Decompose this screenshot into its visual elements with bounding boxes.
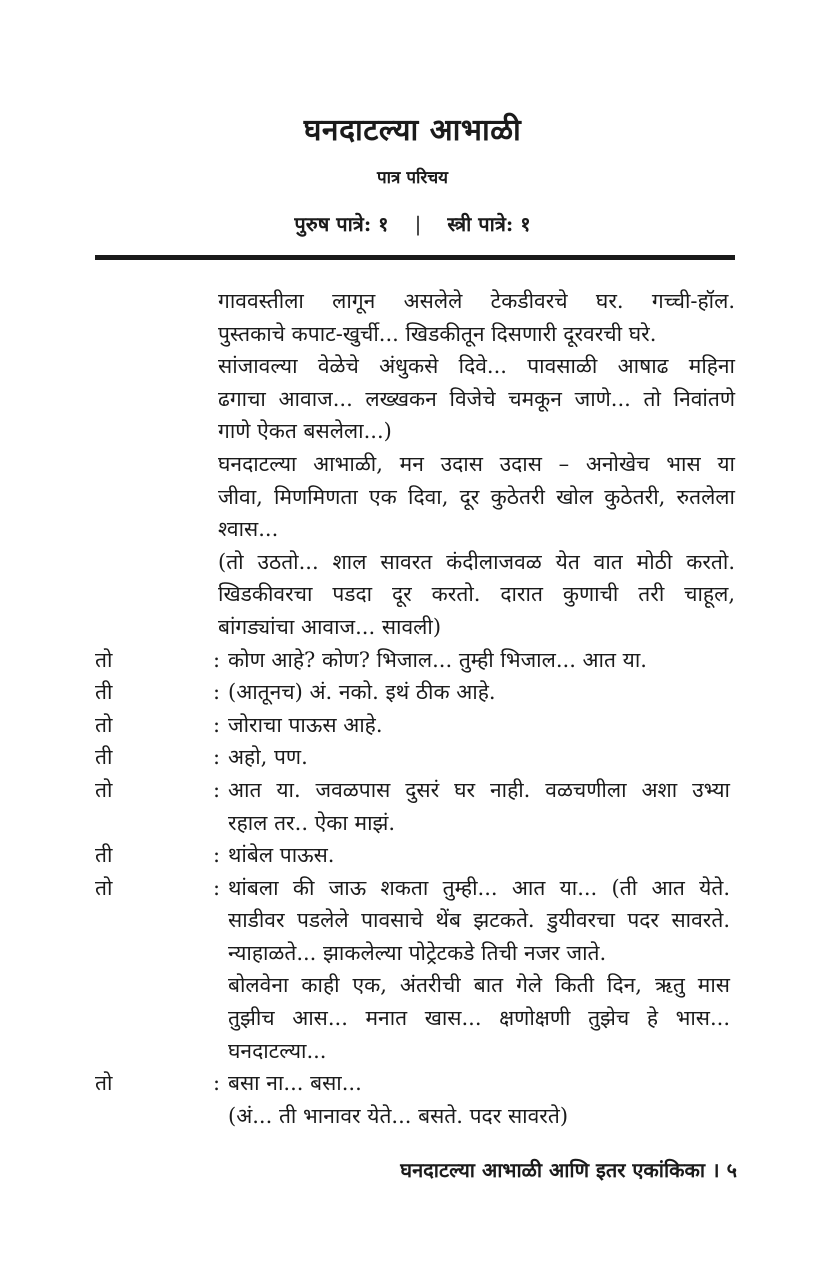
dialogue-entry — [95, 644, 735, 677]
dialogue-colon: : — [213, 712, 221, 737]
stage-line: सांजावल्या वेळेचे अंधुकसे दिवे... पावसाळी आषाढ महिना — [218, 354, 735, 379]
stage-line: श्वास... — [218, 517, 279, 542]
female-cast-count: स्त्री पात्रे: १ — [447, 212, 531, 236]
dialogue-text — [228, 741, 730, 774]
dialogue-line: जोराचा पाऊस आहे. — [228, 712, 383, 737]
dialogue-colon: : — [213, 1071, 221, 1096]
script-body — [95, 285, 735, 1132]
speaker-label: तो — [95, 647, 113, 672]
dialogue-line: न्याहाळते... झाकलेल्या पोट्रेटकडे तिची नजर जाते. — [228, 940, 607, 965]
dialogue-colon: : — [213, 875, 221, 900]
stage-direction — [218, 448, 735, 546]
dialogue-text — [228, 644, 730, 677]
dialogue-entry — [95, 676, 735, 709]
stage-line: जीवा, मिणमिणता एक दिवा, दूर कुठेतरी खोल कुठेतरी, रुतलेला — [218, 484, 735, 509]
speaker-label: ती — [95, 745, 113, 770]
dialogue-text — [228, 774, 730, 839]
dialogue-entry — [95, 872, 735, 1068]
dialogue-entry — [95, 1067, 735, 1132]
male-cast-count: पुरुष पात्रे: १ — [294, 212, 389, 236]
stage-direction — [218, 546, 735, 644]
dialogue-entry — [95, 839, 735, 872]
stage-line: घनदाटल्या आभाळी, मन उदास उदास – अनोखेच भास या — [218, 451, 735, 476]
speaker-label: तो — [95, 1071, 113, 1096]
dialogue-line: कोण आहे? कोण? भिजाल... तुम्ही भिजाल... आत या. — [228, 647, 647, 672]
dialogue-entry — [95, 709, 735, 742]
cast-divider: | — [414, 211, 422, 236]
dialogue-line: रहाल तर.. ऐका माझं. — [228, 810, 396, 835]
speaker-label: तो — [95, 712, 113, 737]
stage-line: (तो उठतो... शाल सावरत कंदीलाजवळ येत वात मोठी करतो. — [218, 549, 735, 574]
dialogue-colon: : — [213, 680, 221, 705]
dialogue-colon: : — [213, 647, 221, 672]
stage-direction — [218, 285, 735, 448]
dialogue-text — [228, 839, 730, 872]
dialogue-line: अहो, पण. — [228, 745, 308, 770]
dialogue-line: तुझीच आस... मनात खास... क्षणोक्षणी तुझेच हे भास... — [228, 1006, 730, 1031]
divider-rule — [95, 255, 735, 260]
cast-line — [0, 210, 825, 237]
speaker-label: तो — [95, 875, 113, 900]
speaker-label: ती — [95, 680, 113, 705]
dialogue-line: साडीवर पडलेले पावसाचे थेंब झटकते. डुयीवरचा पदर सावरते. — [228, 908, 730, 933]
stage-line: खिडकीवरचा पडदा दूर करतो. दारात कुणाची तरी चाहूल, — [218, 582, 735, 607]
page-header — [0, 0, 825, 260]
stage-line: गाणे ऐकत बसलेला...) — [218, 419, 392, 444]
play-title: घनदाटल्या आभाळी — [303, 113, 522, 148]
speaker-label: ती — [95, 843, 113, 868]
dialogue-line: थांबला की जाऊ शकता तुम्ही... आत या... (ती आत येते. — [228, 875, 730, 900]
footer-book-title: घनदाटल्या आभाळी आणि इतर एकांकिका — [400, 1158, 706, 1182]
cast-intro-heading: पात्र परिचय — [376, 168, 449, 188]
dialogue-text — [228, 1067, 730, 1132]
footer-divider: । — [712, 1158, 720, 1182]
stage-line: पुस्तकाचे कपाट-खुर्ची... खिडकीतून दिसणारी दूरवरची घरे. — [218, 321, 657, 346]
dialogue-line: बसा ना... बसा... — [228, 1071, 362, 1096]
footer-page-number: ५ — [726, 1158, 737, 1182]
stage-line: ढगाचा आवाज... लख्खकन विजेचे चमकून जाणे... तो निवांतणे — [218, 386, 735, 411]
dialogue-entry — [95, 774, 735, 839]
stage-line: गाववस्तीला लागून असलेले टेकडीवरचे घर. गच्ची-हॉल. — [218, 289, 735, 313]
dialogue-line: बोलवेना काही एक, अंतरीची बात गेले किती दिन, ऋतु मास — [228, 973, 730, 998]
dialogue-colon: : — [213, 843, 221, 868]
dialogue-colon: : — [213, 777, 221, 802]
dialogue-line: थांबेल पाऊस. — [228, 843, 335, 868]
dialogue-entry — [95, 741, 735, 774]
dialogue-line: (आतूनच) अं. नको. इथं ठीक आहे. — [228, 680, 496, 705]
stage-line: बांगड्यांचा आवाज... सावली) — [218, 614, 442, 639]
dialogue-text — [228, 709, 730, 742]
dialogue-line: (अं... ती भानावर येते... बसते. पदर सावरते) — [228, 1103, 569, 1128]
dialogue-line: आत या. जवळपास दुसरं घर नाही. वळचणीला अशा उभ्या — [228, 777, 730, 802]
dialogue-line: घनदाटल्या... — [228, 1038, 327, 1063]
speaker-label: तो — [95, 777, 113, 802]
page-footer — [400, 1156, 737, 1183]
dialogue-colon: : — [213, 745, 221, 770]
dialogue-text — [228, 676, 730, 709]
dialogue-text — [228, 872, 730, 1068]
